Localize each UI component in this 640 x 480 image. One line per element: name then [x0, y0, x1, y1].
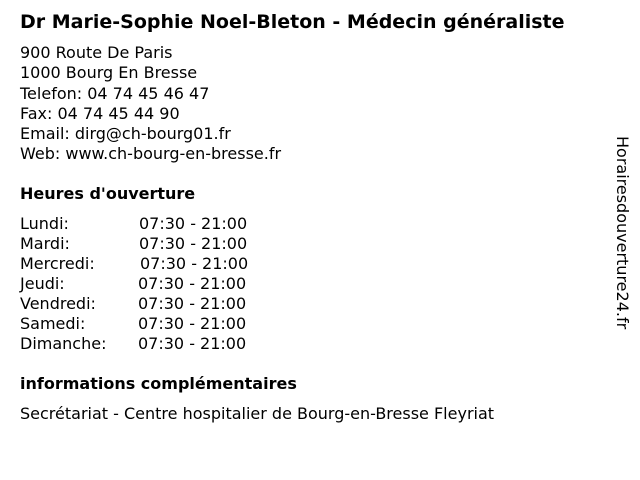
time-range: 07:30 - 21:00 — [138, 334, 247, 353]
day-label: Samedi: — [20, 314, 86, 333]
day-label: Jeudi: — [20, 274, 65, 293]
time-range: 07:30 - 21:00 — [139, 234, 248, 253]
time-range: 07:30 - 21:00 — [138, 294, 247, 313]
site-watermark: Horairesdouverture24.fr — [613, 136, 632, 330]
page-title: Dr Marie-Sophie Noel-Bleton - Médecin généraliste — [20, 11, 565, 33]
time-range: 07:30 - 21:00 — [139, 214, 248, 233]
fax-line: Fax: 04 74 45 44 90 — [20, 103, 180, 123]
info-heading: informations complémentaires — [20, 374, 297, 393]
day-label: Mercredi: — [20, 254, 95, 273]
info-text: Secrétariat - Centre hospitalier de Bourg-en-Bresse Fleyriat — [20, 404, 495, 423]
address-street: 900 Route De Paris — [20, 43, 173, 62]
phone-line: Telefon: 04 74 45 46 47 — [20, 83, 210, 103]
day-label: Dimanche: — [20, 334, 107, 353]
address-city: 1000 Bourg En Bresse — [20, 63, 198, 83]
email-line: Email: dirg@ch-bourg01.fr — [20, 124, 231, 144]
contact-block — [20, 43, 281, 165]
web-line: Web: www.ch-bourg-en-bresse.fr — [20, 144, 282, 164]
time-range: 07:30 - 21:00 — [138, 314, 247, 333]
time-range: 07:30 - 21:00 — [140, 254, 249, 273]
day-label: Vendredi: — [20, 294, 96, 313]
time-range: 07:30 - 21:00 — [138, 274, 247, 293]
hours-heading: Heures d'ouverture — [20, 184, 196, 203]
day-label: Mardi: — [20, 234, 70, 253]
day-label: Lundi: — [20, 214, 69, 233]
